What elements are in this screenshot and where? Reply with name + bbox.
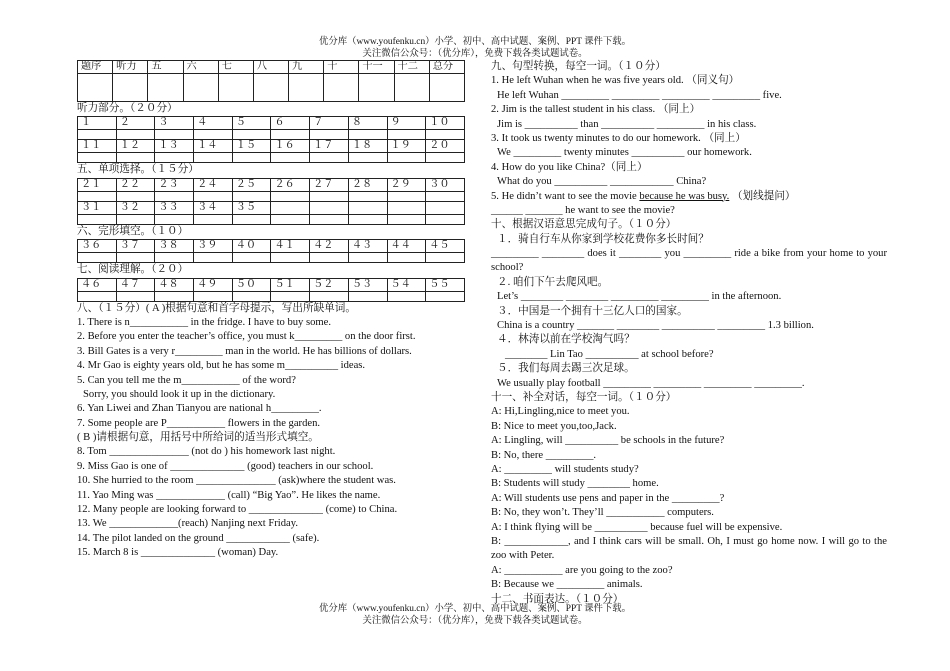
question-number: ５１ xyxy=(271,278,310,291)
answer-cell[interactable] xyxy=(387,291,426,301)
empty-cell xyxy=(387,201,426,214)
question-number: ５３ xyxy=(348,278,387,291)
empty-cell xyxy=(387,214,426,224)
part9-answer-line: He left Wuhan _________ _________ _________ _________ five. xyxy=(497,89,782,101)
question-number: ４６ xyxy=(78,278,117,291)
question-number: ３２ xyxy=(116,201,155,214)
question-number: １０ xyxy=(426,117,465,130)
score-header-cell: 十二 xyxy=(394,61,429,74)
dialogue-line: B: Students will study ________ home. xyxy=(491,478,659,490)
part9-question: 4. How do you like China?（同上） xyxy=(491,161,648,173)
answer-cell[interactable] xyxy=(387,253,426,263)
dialogue-line: B: Because we _________ animals. xyxy=(491,579,643,591)
answer-cell[interactable] xyxy=(116,214,155,224)
score-header-cell: 五 xyxy=(148,61,183,74)
answer-cell[interactable] xyxy=(271,191,310,201)
part9-question-5 xyxy=(491,190,887,204)
question-number: １６ xyxy=(271,140,310,153)
question-number: ５ xyxy=(232,117,271,130)
answer-cell[interactable] xyxy=(78,153,117,163)
empty-cell xyxy=(348,214,387,224)
part9-question: 3. It took us twenty minutes to do our homework. （同上） xyxy=(491,132,746,144)
footer-line-1: 优分库（www.youfenku.cn）小学、初中、高中试题、案例、PPT 课件下载。 xyxy=(319,604,631,614)
question-number: １７ xyxy=(310,140,349,153)
answer-cell[interactable] xyxy=(78,253,117,263)
answer-cell[interactable] xyxy=(116,253,155,263)
answer-cell[interactable] xyxy=(116,130,155,140)
header-line-1: 优分库（www.youfenku.cn）小学、初中、高中试题、案例、PPT 课件下载。 xyxy=(319,37,631,47)
empty-cell xyxy=(310,214,349,224)
question-number: ４３ xyxy=(348,240,387,253)
part10-question: １．骑自行车从你家到学校花费你多长时间？ xyxy=(497,233,709,245)
part8-item: 10. She hurried to the room _______________ (ask)where the student was. xyxy=(77,475,396,487)
q5-instruction: （划线提问） xyxy=(729,190,796,202)
question-number: ４５ xyxy=(426,240,465,253)
part10-answer-line: _________ ________ does it ________ you _________ ride a bike from your home to your school? xyxy=(491,248,887,274)
question-number: ７ xyxy=(310,117,349,130)
answer-cell[interactable] xyxy=(348,130,387,140)
part10-answer-line: We usually play football _________ _________ _________ _________. xyxy=(497,377,805,389)
part9-answer-line: We _________ twenty minutes __________ our homework. xyxy=(497,147,752,159)
part12-title: 十二、书面表达。（１０分） xyxy=(491,593,624,605)
question-number: ３ xyxy=(155,117,194,130)
empty-cell xyxy=(310,201,349,214)
question-number: ４７ xyxy=(116,278,155,291)
answer-cell[interactable] xyxy=(232,153,271,163)
question-number: ３８ xyxy=(155,240,194,253)
answer-cell[interactable] xyxy=(426,191,465,201)
empty-cell xyxy=(426,201,465,214)
answer-cell[interactable] xyxy=(78,130,117,140)
part8-item: 12. Many people are looking forward to ______________ (come) to China. xyxy=(77,504,398,516)
question-number: １２ xyxy=(116,140,155,153)
answer-cell[interactable] xyxy=(271,253,310,263)
part10-question: ２. 咱们下午去爬风吧。 xyxy=(497,276,609,288)
part8-item: 4. Mr Gao is eighty years old, but he has some m__________ ideas. xyxy=(77,360,366,372)
answer-cell[interactable] xyxy=(232,291,271,301)
part8-item: 5. Can you tell me the m___________ of the word? xyxy=(77,374,296,386)
score-cell[interactable] xyxy=(218,74,253,102)
question-number: １５ xyxy=(232,140,271,153)
part8-item: 6. Yan Liwei and Zhan Tianyou are national h_________. xyxy=(77,403,322,415)
question-number: ３５ xyxy=(232,201,271,214)
question-number: ２５ xyxy=(232,178,271,191)
dialogue-line: B: No, there _________. xyxy=(491,449,597,461)
part8-item: 2. Before you enter the teacher’s office, you must k_________ on the door first. xyxy=(77,331,416,343)
single-choice-answer-table xyxy=(77,178,465,225)
question-number: ４４ xyxy=(387,240,426,253)
answer-cell[interactable] xyxy=(194,291,233,301)
question-number: ５０ xyxy=(232,278,271,291)
part8-item: 14. The pilot landed on the ground ____________ (safe). xyxy=(77,532,320,544)
answer-cell[interactable] xyxy=(310,130,349,140)
question-number: ２ xyxy=(116,117,155,130)
part9-question: 1. He left Wuhan when he was five years old. （同义句） xyxy=(491,75,740,87)
answer-cell[interactable] xyxy=(232,253,271,263)
empty-cell xyxy=(426,214,465,224)
page-footer xyxy=(0,604,950,627)
answer-cell[interactable] xyxy=(387,191,426,201)
answer-cell[interactable] xyxy=(155,153,194,163)
answer-cell[interactable] xyxy=(194,130,233,140)
question-number: ３４ xyxy=(194,201,233,214)
answer-cell[interactable] xyxy=(348,253,387,263)
cloze-answer-table xyxy=(77,239,465,263)
question-number: ６ xyxy=(271,117,310,130)
answer-cell[interactable] xyxy=(426,253,465,263)
part8-item: 8. Tom _______________ (not do ) his homework last night. xyxy=(77,446,336,458)
part10-question: ４．林涛以前在学校淘气吗？ xyxy=(497,334,635,346)
question-number: １４ xyxy=(194,140,233,153)
answer-cell[interactable] xyxy=(348,191,387,201)
part9-question: 2. Jim is the tallest student in his class. （同上） xyxy=(491,104,701,116)
score-cell[interactable] xyxy=(429,74,464,102)
dialogue-line: A: ___________ are you going to the zoo? xyxy=(491,564,673,576)
question-number: ３０ xyxy=(426,178,465,191)
reading-title: 七、阅读理解。（２０） xyxy=(77,264,189,276)
part8-item: 15. March 8 is ______________ (woman) Day. xyxy=(77,547,279,559)
part8-item: 3. Bill Gates is a very r_________ man in the world. He has billions of dollars. xyxy=(77,345,412,357)
answer-cell[interactable] xyxy=(116,153,155,163)
question-number: ２８ xyxy=(348,178,387,191)
part8-item: 1. There is n___________ in the fridge. I have to buy some. xyxy=(77,316,332,328)
score-cell[interactable] xyxy=(183,74,218,102)
answer-cell[interactable] xyxy=(78,214,117,224)
question-number: ３６ xyxy=(78,240,117,253)
question-number: １３ xyxy=(155,140,194,153)
page-header xyxy=(0,37,950,60)
right-column xyxy=(491,60,887,607)
score-header-cell: 八 xyxy=(253,61,288,74)
part10-title: 十、根据汉语意思完成句子。（１０分） xyxy=(491,219,677,231)
answer-cell[interactable] xyxy=(194,153,233,163)
part10-answer-line: ________ Lin Tao __________ at school before? xyxy=(505,348,714,360)
empty-cell xyxy=(348,201,387,214)
score-cell[interactable] xyxy=(253,74,288,102)
answer-cell[interactable] xyxy=(232,130,271,140)
dialogue-line: A: I think flying will be __________ because fuel will be expensive. xyxy=(491,521,783,533)
dialogue-line: A: Will students use pens and paper in the _________? xyxy=(491,492,725,504)
score-header-cell: 题序 xyxy=(78,61,113,74)
q5-underlined-phrase: because he was busy. xyxy=(639,190,730,202)
part9-answer-line: ______ _______ he want to see the movie? xyxy=(491,204,675,216)
score-header-cell: 十一 xyxy=(359,61,394,74)
question-number: ４９ xyxy=(194,278,233,291)
question-number: ３７ xyxy=(116,240,155,253)
question-number: ２９ xyxy=(387,178,426,191)
part9-title: 九、句型转换，每空一词。（１０分） xyxy=(491,61,666,72)
question-number: １９ xyxy=(387,140,426,153)
answer-cell[interactable] xyxy=(426,130,465,140)
part8-item: 7. Some people are P___________ flowers in the garden. xyxy=(77,417,321,429)
answer-cell[interactable] xyxy=(271,153,310,163)
question-number: ３１ xyxy=(78,201,117,214)
score-header-cell: 九 xyxy=(289,61,324,74)
question-number: ２３ xyxy=(155,178,194,191)
part8-item: 9. Miss Gao is one of ______________ (good) teachers in our school. xyxy=(77,460,374,472)
answer-cell[interactable] xyxy=(116,191,155,201)
empty-cell xyxy=(271,214,310,224)
score-table xyxy=(77,60,465,102)
answer-cell[interactable] xyxy=(271,130,310,140)
question-number: ２０ xyxy=(426,140,465,153)
question-number: ５２ xyxy=(310,278,349,291)
answer-cell[interactable] xyxy=(271,291,310,301)
answer-cell[interactable] xyxy=(78,191,117,201)
answer-cell[interactable] xyxy=(194,214,233,224)
question-number: ４２ xyxy=(310,240,349,253)
answer-cell[interactable] xyxy=(310,291,349,301)
empty-cell xyxy=(271,201,310,214)
question-number: ９ xyxy=(387,117,426,130)
part10-answer-line: China is a country _______ ________ __________ _________ 1.3 billion. xyxy=(497,320,814,332)
part8-item: 13. We _____________(reach) Nanjing next Friday. xyxy=(77,518,298,530)
answer-cell[interactable] xyxy=(387,153,426,163)
score-header-cell: 七 xyxy=(218,61,253,74)
single-choice-title: 五、单项选择。（１５分） xyxy=(77,164,199,176)
part8-b-title: ( B )请根据句意，用括号中所给词的适当形式填空。 xyxy=(77,432,319,444)
dialogue-line: A: _________ will students study? xyxy=(491,463,639,475)
question-number: ２６ xyxy=(271,178,310,191)
part9-answer-line: What do you __________ ____________ China? xyxy=(497,176,707,188)
q5-text: 5. He didn’t want to see the movie xyxy=(491,190,640,202)
score-cell[interactable] xyxy=(289,74,324,102)
answer-cell[interactable] xyxy=(348,153,387,163)
question-number: ２４ xyxy=(194,178,233,191)
dialogue-line: B: No, they won’t. They’ll ___________ computers. xyxy=(491,507,714,519)
score-header-cell: 六 xyxy=(183,61,218,74)
header-line-2: 关注微信公众号：（优分库），免费下载各类试题试卷。 xyxy=(362,48,588,59)
answer-cell[interactable] xyxy=(232,191,271,201)
answer-cell[interactable] xyxy=(155,214,194,224)
answer-cell[interactable] xyxy=(232,214,271,224)
question-number: ２２ xyxy=(116,178,155,191)
dialogue-line: A: Hi,Lingling,nice to meet you. xyxy=(491,406,630,418)
footer-line-2: 关注微信公众号：（优分库），免费下载各类试题试卷。 xyxy=(362,615,588,626)
answer-cell[interactable] xyxy=(194,253,233,263)
question-number: ３９ xyxy=(194,240,233,253)
answer-cell[interactable] xyxy=(310,153,349,163)
score-header-cell: 十 xyxy=(324,61,359,74)
question-number: ３３ xyxy=(155,201,194,214)
answer-cell[interactable] xyxy=(387,130,426,140)
score-header-cell: 听力 xyxy=(113,61,148,74)
part11-title: 十一、补全对话，每空一词。（１０分） xyxy=(491,392,677,404)
part8-title: 八、（１５分）( A )根据句意和首字母提示，写出所缺单词。 xyxy=(77,302,356,314)
question-number: ５５ xyxy=(426,278,465,291)
part10-answer-line: Let’s ________ ________ _________ _________ in the afternoon. xyxy=(497,291,782,303)
score-header-cell: 总分 xyxy=(429,61,464,74)
score-cell[interactable] xyxy=(78,74,113,102)
cloze-title: 六、完形填空。（１０） xyxy=(77,225,189,237)
answer-cell[interactable] xyxy=(155,291,194,301)
question-number: ８ xyxy=(348,117,387,130)
score-cell[interactable] xyxy=(394,74,429,102)
part8-item-response: Sorry, you should look it up in the dictionary. xyxy=(83,388,276,400)
question-number: ２１ xyxy=(78,178,117,191)
question-number: ４ xyxy=(194,117,233,130)
dialogue-line: B: Nice to meet you,too,Jack. xyxy=(491,420,617,432)
answer-cell[interactable] xyxy=(426,291,465,301)
part10-question: ５．我们每周去踢三次足球。 xyxy=(497,363,635,375)
part9-answer-line: Jim is __________ than __________ _________ in his class. xyxy=(497,118,757,130)
reading-answer-table xyxy=(77,278,465,302)
listening-title: 听力部分。（２０分） xyxy=(77,103,178,114)
dialogue-line: A: Lingling, will __________ be schools in the future? xyxy=(491,435,725,447)
question-number: １８ xyxy=(348,140,387,153)
score-cell[interactable] xyxy=(148,74,183,102)
score-cell[interactable] xyxy=(113,74,148,102)
question-number: ５４ xyxy=(387,278,426,291)
question-number: ４１ xyxy=(271,240,310,253)
answer-cell[interactable] xyxy=(348,291,387,301)
question-number: １ xyxy=(78,117,117,130)
left-column xyxy=(77,60,465,561)
question-number: ４８ xyxy=(155,278,194,291)
part8-item: 11. Yao Ming was _____________ (call) “Big Yao”. He likes the name. xyxy=(77,489,381,501)
question-number: １１ xyxy=(78,140,117,153)
answer-cell[interactable] xyxy=(155,253,194,263)
answer-cell[interactable] xyxy=(310,253,349,263)
answer-cell[interactable] xyxy=(310,191,349,201)
score-cell[interactable] xyxy=(324,74,359,102)
answer-cell[interactable] xyxy=(426,153,465,163)
question-number: ２７ xyxy=(310,178,349,191)
dialogue-line: B: ____________, and I think cars will be small. Oh, I must go home now. I will go to the zoo with Peter. xyxy=(491,535,887,562)
score-cell[interactable] xyxy=(359,74,394,102)
answer-cell[interactable] xyxy=(78,291,117,301)
answer-cell[interactable] xyxy=(116,291,155,301)
listening-answer-table xyxy=(77,116,465,163)
answer-cell[interactable] xyxy=(155,130,194,140)
answer-cell[interactable] xyxy=(194,191,233,201)
question-number: ４０ xyxy=(232,240,271,253)
answer-cell[interactable] xyxy=(155,191,194,201)
part10-question: ３．中国是一个拥有十三亿人口的国家。 xyxy=(497,305,688,317)
